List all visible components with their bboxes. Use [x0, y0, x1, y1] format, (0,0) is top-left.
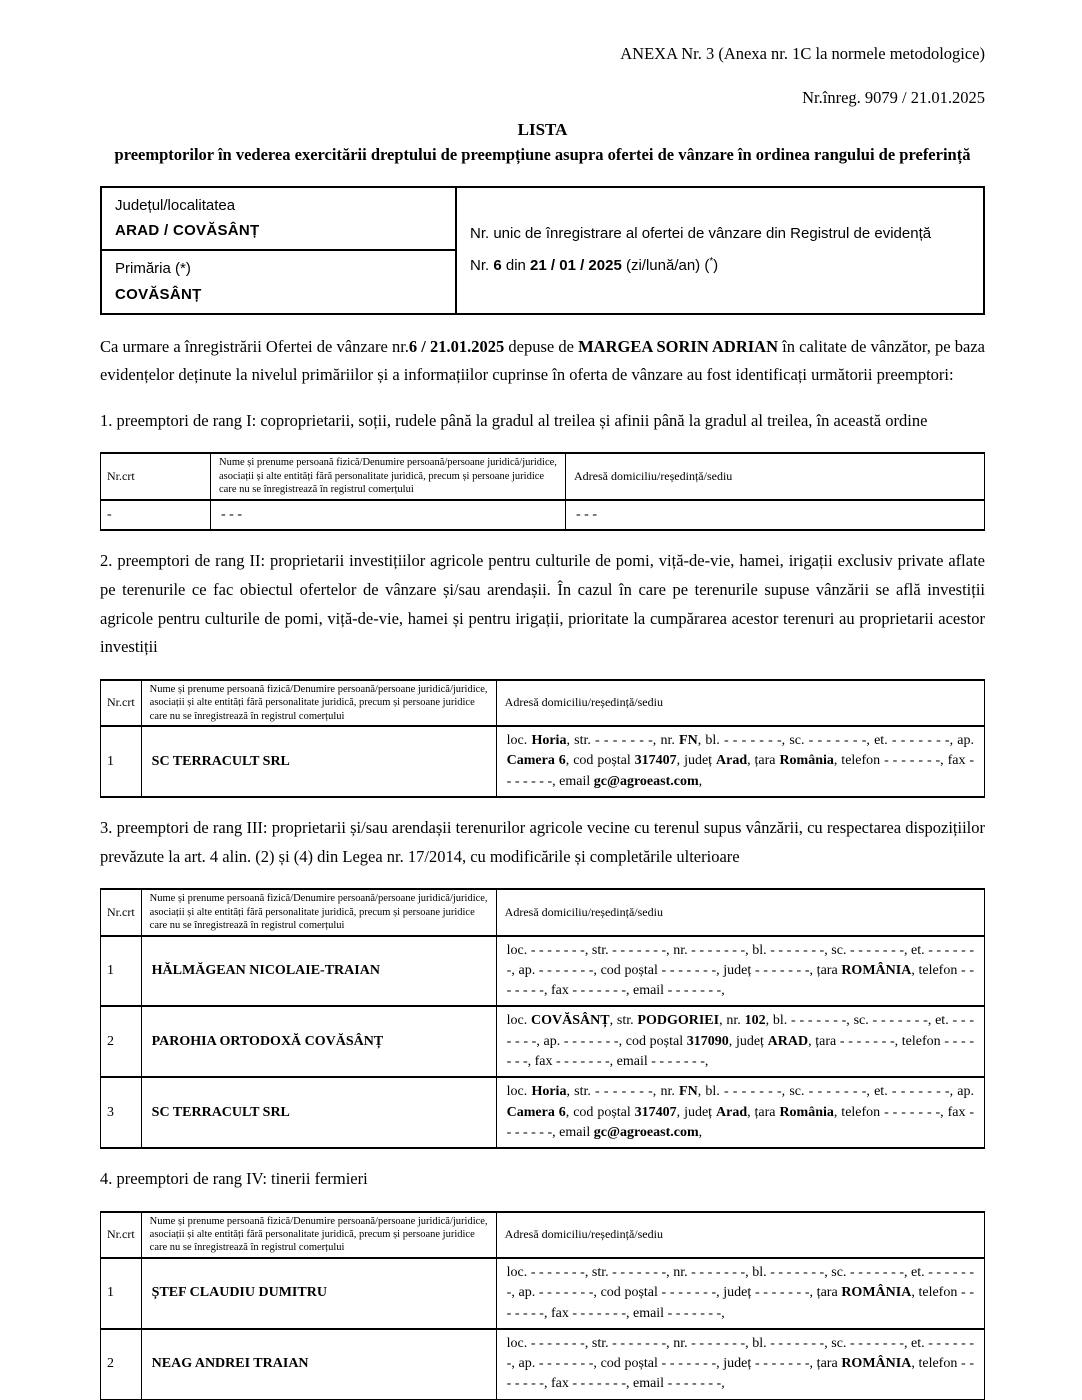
preemptor-address: loc. Horia, str. - - - - - - -, nr. FN, bl. - - - - - - -, sc. - - - - - - -, et. - - - - - - -, ap. Camera 6, cod poștal 317407, județ Arad, țara România, telefon - - - - - - -, fax - - - - - - -, email gc@agroeast.com,	[496, 1077, 984, 1148]
preemptor-name: SC TERRACULT SRL	[141, 1077, 496, 1148]
table-row	[101, 726, 985, 797]
row-number: 1	[101, 1258, 142, 1329]
table-row	[101, 1329, 985, 1400]
preemptor-address: loc. Horia, str. - - - - - - -, nr. FN, bl. - - - - - - -, sc. - - - - - - -, et. - - - - - - -, ap. Camera 6, cod poștal 317407, județ Arad, țara România, telefon - - - - - - -, fax - - - - - - -, email gc@agroeast.com,	[496, 726, 984, 797]
row-number: 2	[101, 1329, 142, 1400]
column-header-nr: Nr.crt	[101, 680, 142, 726]
column-header-address: Adresă domiciliu/reședință/sediu	[566, 453, 985, 499]
column-header-name: Nume și prenume persoană fizică/Denumire persoană/persoane juridică/juridice, asociații și alte entități fără personalitate juridică, precum și persoane juridice care nu se înregistrează în registrul comerțului	[141, 1212, 496, 1258]
preemptor-name: SC TERRACULT SRL	[141, 726, 496, 797]
rang4-table	[100, 1211, 985, 1400]
column-header-name: Nume și prenume persoană fizică/Denumire persoană/persoane juridică/juridice, asociații și alte entități fără personalitate juridică, precum și persoane juridice care nu se înregistrează în registrul comerțului	[211, 453, 566, 499]
row-number: 1	[101, 726, 142, 797]
column-header-nr: Nr.crt	[101, 1212, 142, 1258]
rang2-heading: 2. preemptori de rang II: proprietarii investițiilor agricole pentru culturile de pomi, viță-de-vie, hamei, irigații exclusiv private aflate pe terenurile ce fac obiectul ofertelor de vânzare și/sau arendașii. În cazul în care pe terenurile supuse vânzării se află investiții agricole pentru culturile de pomi, viță-de-vie, hamei și pentru irigații, prioritate la cumpărarea acestor terenuri au proprietarii acestor investiții	[100, 550, 985, 657]
table-row	[101, 1258, 985, 1329]
county-cell	[101, 187, 456, 251]
rang3-table	[100, 888, 985, 1149]
row-number: -	[101, 500, 211, 530]
preemptor-name: HĂLMĂGEAN NICOLAIE-TRAIAN	[141, 936, 496, 1007]
preemptor-address: loc. - - - - - - -, str. - - - - - - -, nr. - - - - - - -, bl. - - - - - - -, sc. - - - - - - -, et. - - - - - - -, ap. - - - - - - -, cod poștal - - - - - - -, județ - - - - - - -, țara ROMÂNIA, telefon - - - - - - -, fax - - - - - - -, email - - - - - - -,	[496, 936, 984, 1007]
table-row	[101, 936, 985, 1007]
rang4-header-row	[101, 1212, 985, 1258]
registration-cell	[456, 187, 984, 314]
annex-heading: ANEXA Nr. 3 (Anexa nr. 1C la normele metodologice)	[620, 44, 985, 63]
table-row	[101, 1077, 985, 1148]
column-header-name: Nume și prenume persoană fizică/Denumire persoană/persoane juridică/juridice, asociații și alte entități fără personalitate juridică, precum și persoane juridice care nu se înregistrează în registrul comerțului	[141, 680, 496, 726]
preemptor-address: - - -	[566, 500, 985, 530]
rang4-heading: 4. preemptori de rang IV: tinerii fermieri	[100, 1169, 368, 1189]
preemptor-address: loc. - - - - - - -, str. - - - - - - -, nr. - - - - - - -, bl. - - - - - - -, sc. - - - - - - -, et. - - - - - - -, ap. - - - - - - -, cod poștal - - - - - - -, județ - - - - - - -, țara ROMÂNIA, telefon - - - - - - -, fax - - - - - - -, email - - - - - - -,	[496, 1329, 984, 1400]
cityhall-label: Primăria (*)	[115, 260, 191, 278]
row-number: 2	[101, 1006, 142, 1077]
rang3-header-row	[101, 889, 985, 935]
document-subtitle: preemptorilor în vederea exercitării dreptului de preempțiune asupra ofertei de vânzare în ordinea rangului de preferință	[114, 145, 971, 164]
row-number: 3	[101, 1077, 142, 1148]
county-label: Județul/localitatea	[115, 196, 236, 214]
registration-number-line: Nr.înreg. 9079 / 21.01.2025	[802, 88, 985, 107]
cityhall-cell	[101, 250, 456, 314]
info-row-county	[101, 187, 984, 251]
column-header-address: Adresă domiciliu/reședință/sediu	[496, 680, 984, 726]
table-row	[101, 1006, 985, 1077]
document-title: LISTA	[517, 120, 568, 139]
cityhall-value: COVĂSÂNȚ	[115, 285, 202, 303]
preemptor-name: - - -	[211, 500, 566, 530]
preemptor-address: loc. - - - - - - -, str. - - - - - - -, nr. - - - - - - -, bl. - - - - - - -, sc. - - - - - - -, et. - - - - - - -, ap. - - - - - - -, cod poștal - - - - - - -, județ - - - - - - -, țara ROMÂNIA, telefon - - - - - - -, fax - - - - - - -, email - - - - - - -,	[496, 1258, 984, 1329]
column-header-nr: Nr.crt	[101, 889, 142, 935]
info-box-table	[100, 186, 985, 315]
rang3-heading: 3. preemptori de rang III: proprietarii și/sau arendașii terenurilor agricole vecine cu terenul supus vânzării, cu respectarea dispozițiilor prevăzute la art. 4 alin. (2) și (4) din Legea nr. 17/2014, cu modificările și completările ulterioare	[100, 818, 985, 866]
preemptor-name: ȘTEF CLAUDIU DUMITRU	[141, 1258, 496, 1329]
column-header-nr: Nr.crt	[101, 453, 211, 499]
column-header-address: Adresă domiciliu/reședință/sediu	[496, 1212, 984, 1258]
rang1-table	[100, 452, 985, 531]
rang1-heading: 1. preemptori de rang I: coproprietarii, soții, rudele până la gradul al treilea și afinii până la gradul al treilea, în această ordine	[100, 410, 928, 430]
registration-text: Nr. unic de înregistrare al ofertei de vânzare din Registrul de evidență	[470, 225, 932, 243]
registration-value: Nr. 6 din 21 / 01 / 2025 (zi/lună/an) (*)	[470, 256, 719, 275]
preemptor-name: PAROHIA ORTODOXĂ COVĂSÂNȚ	[141, 1006, 496, 1077]
row-number: 1	[101, 936, 142, 1007]
rang1-header-row	[101, 453, 985, 499]
preemptor-address: loc. COVĂSÂNȚ, str. PODGORIEI, nr. 102, bl. - - - - - - -, sc. - - - - - - -, et. - - - - - - -, ap. - - - - - - -, cod poștal 317090, județ ARAD, țara - - - - - - -, telefon - - - - - - -, fax - - - - - - -, email - - - - - - -,	[496, 1006, 984, 1077]
column-header-address: Adresă domiciliu/reședință/sediu	[496, 889, 984, 935]
intro-paragraph: Ca urmare a înregistrării Ofertei de vânzare nr.6 / 21.01.2025 depuse de MARGEA SORIN ADRIAN în calitate de vânzător, pe baza evidențelor deținute la nivelul primăriilor și a informațiilor cuprinse în oferta de vânzare au fost identificați următorii preemptori:	[100, 336, 985, 385]
table-row	[101, 500, 985, 530]
rang2-header-row	[101, 680, 985, 726]
rang2-table	[100, 679, 985, 798]
county-value: ARAD / COVĂSÂNȚ	[115, 222, 260, 240]
preemptor-name: NEAG ANDREI TRAIAN	[141, 1329, 496, 1400]
column-header-name: Nume și prenume persoană fizică/Denumire persoană/persoane juridică/juridice, asociații și alte entități fără personalitate juridică, precum și persoane juridice care nu se înregistrează în registrul comerțului	[141, 889, 496, 935]
